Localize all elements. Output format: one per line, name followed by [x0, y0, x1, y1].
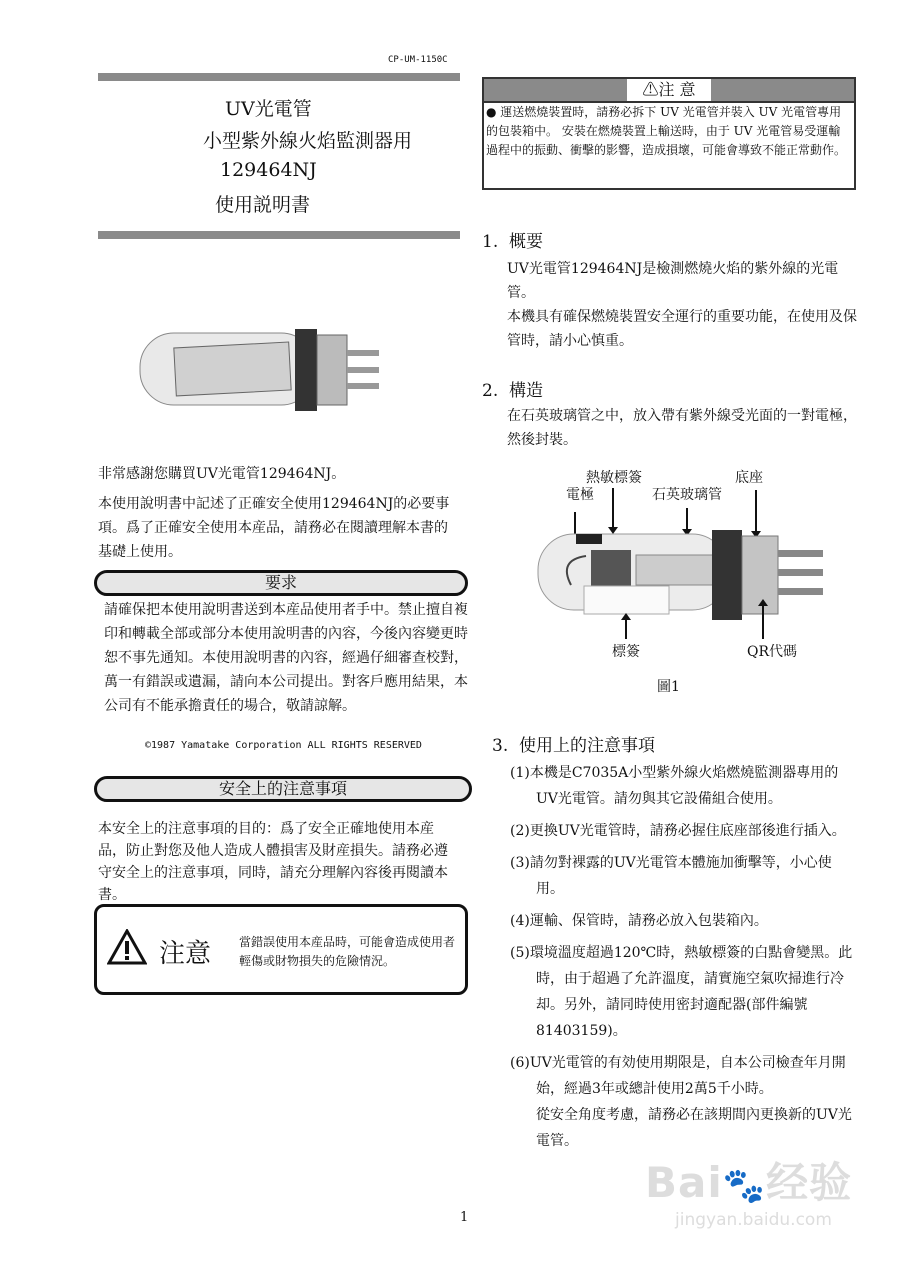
request-heading: 要求	[94, 570, 468, 596]
tube-diagram	[536, 530, 828, 620]
arrow-thermal	[612, 488, 614, 528]
title-top-rule	[98, 73, 460, 81]
notice-heading: 注 意	[658, 80, 696, 99]
section-2-para-1: 在石英玻璃管之中，放入帶有紫外線受光面的一對電極，然後封裝。	[507, 408, 857, 448]
list-item: (3)請勿對裸露的UV光電管本體施加衝擊等，小心使用。	[510, 855, 832, 897]
intro-thanks: 非常感謝您購買UV光電管129464NJ。	[98, 466, 346, 482]
title-line-1: UV光電管	[225, 98, 312, 120]
title-line-4: 使用説明書	[215, 194, 311, 216]
product-photo-tube	[135, 325, 385, 415]
section-3-footnote: 從安全角度考慮，請務必在該期間內更換新的UV光電管。	[536, 1107, 852, 1149]
warning-triangle-icon: ⚠	[642, 80, 659, 99]
figure-caption: 圖1	[657, 679, 680, 695]
caution-label: 注意	[159, 939, 212, 969]
safety-heading: 安全上的注意事項	[94, 776, 472, 802]
intro-description: 本使用說明書中記述了正確安全使用129464NJ的必要事項。爲了正確安全使用本産品，請務必在閱讀理解本書的基礎上使用。	[98, 496, 450, 560]
section-1-heading: 1. 概要	[482, 232, 544, 252]
title-line-2: 小型紫外線火焰監測器用	[203, 130, 413, 152]
caution-text: 當錯誤使用本産品時，可能會造成使用者輕傷或財物損失的危險情況。	[239, 935, 456, 968]
label-electrode: 電極	[566, 487, 594, 503]
section-2-heading: 2. 構造	[482, 381, 544, 401]
section-1-para-2: 本機具有確保燃燒裝置安全運行的重要功能，在使用及保管時，請小心慎重。	[507, 309, 857, 349]
arrow-base	[755, 490, 757, 532]
arrow-label	[625, 619, 627, 639]
list-item: (6)UV光電管的有効使用期限是，自本公司檢查年月開始，經過3年或總計使用2萬5千小時。	[510, 1055, 846, 1097]
arrow-quartz	[686, 508, 688, 530]
label-base: 底座	[735, 470, 763, 486]
section-1-para-1: UV光電管129464NJ是檢測燃燒火焰的紫外線的光電管。	[507, 261, 839, 301]
section-3-list	[510, 760, 858, 1160]
warning-triangle-icon	[107, 929, 147, 965]
caution-box	[94, 904, 468, 995]
safety-body: 本安全上的注意事項的目的：爲了安全正確地使用本産品，防止對您及他人造成人體損害及財産損失。請務必遵守安全上的注意事項，同時，請充分理解內容後再閱讀本書。	[98, 821, 448, 903]
page-number: 1	[460, 1210, 469, 1225]
notice-box	[482, 77, 856, 190]
title-bottom-rule	[98, 231, 460, 239]
list-item: (4)運輸、保管時，請務必放入包裝箱內。	[510, 913, 768, 929]
title-line-3: 129464NJ	[220, 159, 317, 181]
document-code: CP-UM-1150C	[388, 55, 448, 65]
section-3-heading: 3. 使用上的注意事項	[492, 736, 656, 756]
request-body: 請確保把本使用說明書送到本産品使用者手中。禁止擅自複印和轉載全部或部分本使用說明書的內容，今後內容變更時恕不事先通知。本使用說明書的內容，經過仔細審查校對，萬一有錯誤或遺漏，請向本公司提出。對客戶應用結果，本公司有不能承擔責任的場合，敬請諒解。	[104, 602, 468, 714]
notice-body: ● 運送燃燒裝置時，請務必拆下 UV 光電管并裝入 UV 光電管專用的包裝箱中。 安裝在燃燒裝置上輸送時，由于 UV 光電管易受運輸過程中的振動、衝擊的影響，造成損壞，可能會導致不能正常動作。	[486, 105, 847, 157]
arrow-qr	[762, 605, 764, 639]
list-item: (5)環境溫度超過120℃時，熱敏標簽的白點會變黑。此時，由于超過了允許溫度，請實施空氣吹掃進行冷却。另外，請同時使用密封適配器(部件編號81403159)。	[510, 945, 853, 1039]
label-qr-code: QR代碼	[747, 644, 798, 660]
label-quartz-tube: 石英玻璃管	[652, 487, 722, 503]
label-thermal: 熱敏標簽	[586, 470, 642, 486]
label-label: 標簽	[612, 644, 640, 660]
list-item: (2)更換UV光電管時，請務必握住底座部後進行插入。	[510, 823, 846, 839]
baidu-jingyan-watermark: Bai🐾经验 jingyan.baidu.com	[645, 1158, 853, 1230]
copyright: ©1987 Yamatake Corporation ALL RIGHTS RESERVED	[145, 740, 422, 751]
list-item: (1)本機是C7035A小型紫外線火焰燃燒監測器專用的UV光電管。請勿與其它設備組合使用。	[510, 765, 839, 807]
